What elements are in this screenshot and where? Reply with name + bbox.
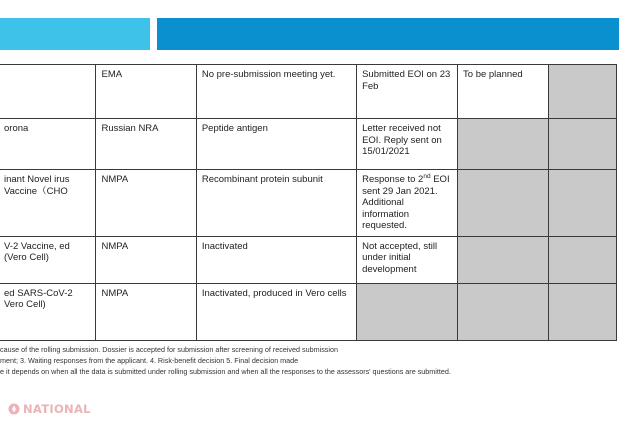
status-cell: Submitted EOI on 23 Feb <box>357 65 458 119</box>
agency-cell: EMA <box>96 65 196 119</box>
vaccine-name-cell <box>0 65 96 119</box>
gray-cell <box>548 236 616 283</box>
table-row <box>0 119 617 170</box>
status-text-suffix: EOI sent 29 Jan 2021. Additional information requested. <box>362 174 450 231</box>
footnote-line: e it depends on when all the data is submitted under rolling submission and when all the responses to the assessors' questions are submitted. <box>0 367 451 376</box>
status-superscript: nd <box>423 172 431 180</box>
watermark-logo-icon <box>8 403 20 415</box>
table-row <box>0 170 617 237</box>
vaccine-type-cell: Recombinant protein subunit <box>196 170 356 237</box>
agency-cell: NMPA <box>96 170 196 237</box>
gray-cell <box>458 236 549 283</box>
gray-cell <box>458 119 549 170</box>
table-row <box>0 65 617 119</box>
agency-cell: NMPA <box>96 236 196 283</box>
status-text-prefix: Response to 2 <box>362 174 424 185</box>
table-row <box>0 283 617 340</box>
vaccine-name-cell: V-2 Vaccine, ed (Vero Cell) <box>0 236 96 283</box>
gray-cell <box>458 170 549 237</box>
status-cell: Not accepted, still under initial development <box>357 236 458 283</box>
footnote-line: ment; 3. Waiting responses from the applicant. 4. Risk-benefit decision 5. Final decision made <box>0 356 299 365</box>
header-bar-right <box>157 18 619 50</box>
footnotes <box>0 344 619 377</box>
vaccine-status-table <box>0 64 617 341</box>
gray-cell <box>548 170 616 237</box>
table-row <box>0 236 617 283</box>
vaccine-type-cell: Inactivated, produced in Vero cells <box>196 283 356 340</box>
footnote-line: cause of the rolling submission. Dossier is accepted for submission after screening of received submission <box>0 345 338 354</box>
gray-cell <box>548 283 616 340</box>
planned-cell: To be planned <box>458 65 549 119</box>
vaccine-name-cell: inant Novel irus Vaccine（CHO <box>0 170 96 237</box>
agency-cell: Russian NRA <box>96 119 196 170</box>
gray-cell <box>548 65 616 119</box>
vaccine-name-cell: orona <box>0 119 96 170</box>
status-cell: Letter received not EOI. Reply sent on 15/01/2021 <box>357 119 458 170</box>
vaccine-type-cell: Inactivated <box>196 236 356 283</box>
gray-cell <box>357 283 458 340</box>
gray-cell <box>548 119 616 170</box>
status-cell <box>357 170 458 237</box>
header-bar-left <box>0 18 150 50</box>
watermark-text: NATIONAL <box>23 402 91 416</box>
agency-cell: NMPA <box>96 283 196 340</box>
vaccine-type-cell: No pre-submission meeting yet. <box>196 65 356 119</box>
watermark <box>8 402 91 416</box>
gray-cell <box>458 283 549 340</box>
vaccine-type-cell: Peptide antigen <box>196 119 356 170</box>
vaccine-name-cell: ed SARS-CoV-2 Vero Cell) <box>0 283 96 340</box>
